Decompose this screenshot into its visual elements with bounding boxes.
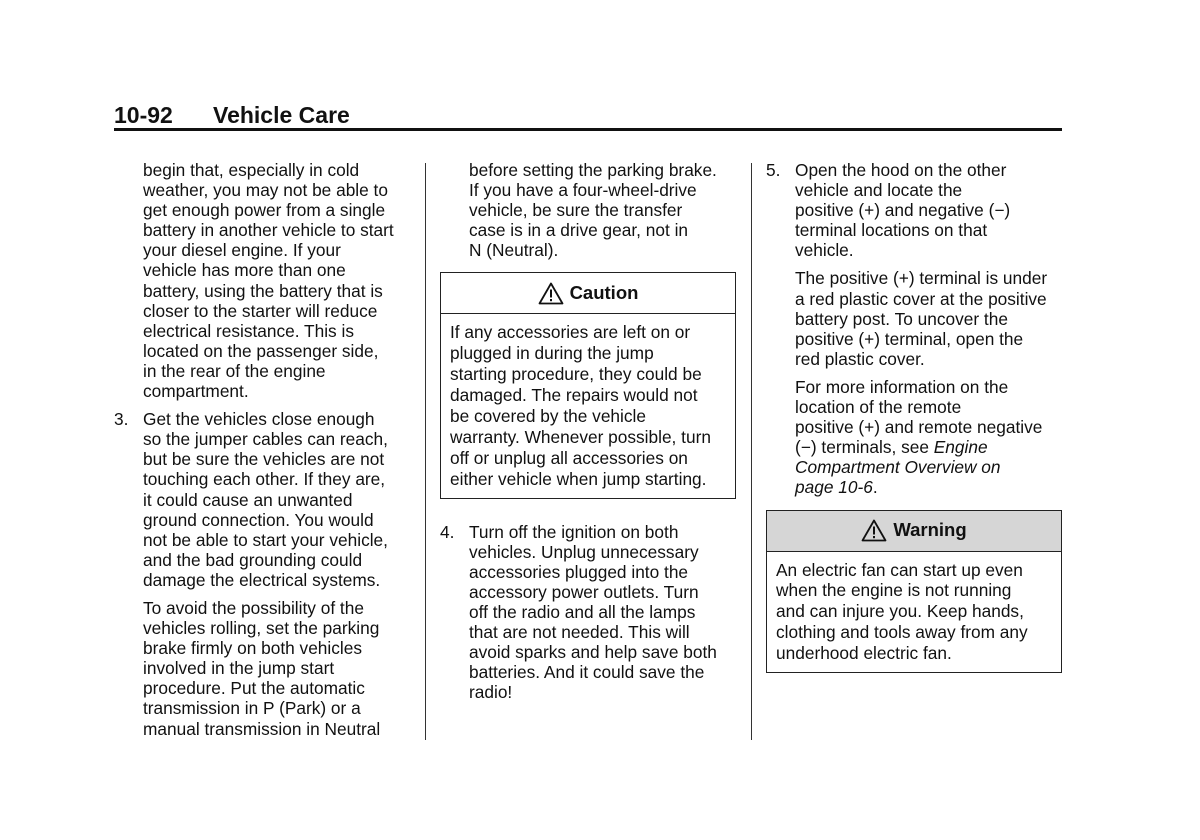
text-line: be covered by the vehicle xyxy=(450,406,646,427)
section-title: Vehicle Care xyxy=(213,102,350,128)
text-line: vehicles rolling, set the parking xyxy=(143,618,380,639)
intro-paragraph xyxy=(114,160,414,401)
text-line: vehicle and locate the xyxy=(795,180,963,201)
warning-title: Warning xyxy=(893,519,967,541)
text-line: but be sure the vehicles are not xyxy=(143,449,385,470)
text-line: brake firmly on both vehicles xyxy=(143,638,362,659)
column-3 xyxy=(766,160,1066,673)
text-line: battery post. To uncover the xyxy=(795,308,1008,329)
step-3 xyxy=(114,409,414,590)
text-line: involved in the jump start xyxy=(143,658,335,679)
text-line xyxy=(795,457,1066,477)
text-line: positive (+) and negative (−) xyxy=(795,200,1011,221)
text-line: located on the passenger side, xyxy=(143,340,379,361)
text-line: positive (+) terminal, open the xyxy=(795,328,1024,349)
text-line: accessory power outlets. Turn xyxy=(469,582,699,602)
text-line: battery, using the battery that is xyxy=(143,280,383,301)
text-fragment: (−) terminals, see xyxy=(795,437,934,458)
text-line: weather, you may not be able to xyxy=(143,180,388,201)
step-5 xyxy=(766,160,1066,260)
page-number: 10-92 xyxy=(114,102,173,128)
text-line: terminal locations on that xyxy=(795,220,988,241)
column-1 xyxy=(114,160,414,747)
text-line: off the radio and all the lamps xyxy=(469,602,696,623)
text-line: N (Neutral). xyxy=(469,240,559,261)
warning-triangle-icon xyxy=(861,519,887,542)
text-line: Open the hood on the other xyxy=(795,160,1007,180)
text-line: vehicle. xyxy=(795,240,854,261)
text-line: and can injure you. Keep hands, xyxy=(776,601,1024,622)
step-4 xyxy=(440,522,740,703)
step-number: 4. xyxy=(440,521,455,542)
text-line: it could cause an unwanted xyxy=(143,489,353,510)
text-line: damaged. The repairs would not xyxy=(450,385,698,406)
terminal-paragraph xyxy=(766,268,1066,368)
caution-title: Caution xyxy=(569,282,639,304)
text-line: The positive (+) terminal is under xyxy=(795,268,1048,289)
text-line: avoid sparks and help save both xyxy=(469,642,717,663)
cross-reference-link[interactable]: Engine xyxy=(933,437,988,458)
warning-body xyxy=(767,552,1061,673)
continued-paragraph xyxy=(440,160,740,260)
text-line: For more information on the xyxy=(795,376,1009,397)
column-divider xyxy=(751,163,752,740)
text-line: damage the electrical systems. xyxy=(143,569,381,590)
text-line: location of the remote xyxy=(795,397,962,418)
text-line: If any accessories are left on or xyxy=(450,322,691,343)
text-fragment: . xyxy=(872,477,878,498)
text-line: compartment. xyxy=(143,381,249,402)
caution-header xyxy=(441,273,735,314)
text-line: plugged in during the jump xyxy=(450,343,654,364)
text-line: closer to the starter will reduce xyxy=(143,300,378,321)
cross-reference-link[interactable]: page 10-6 xyxy=(795,477,873,498)
text-line: electrical resistance. This is xyxy=(143,320,354,341)
text-line: case is in a drive gear, not in xyxy=(469,220,689,241)
caution-body xyxy=(441,314,735,497)
text-line: To avoid the possibility of the xyxy=(143,597,364,618)
text-line: before setting the parking brake. xyxy=(469,160,717,180)
text-line: when the engine is not running xyxy=(776,580,1012,601)
parking-brake-paragraph xyxy=(114,598,414,739)
text-line xyxy=(795,437,1066,457)
text-line: manual transmission in Neutral xyxy=(143,718,381,739)
text-line: ground connection. You would xyxy=(143,509,374,530)
text-line: vehicle has more than one xyxy=(143,260,346,281)
text-line: vehicles. Unplug unnecessary xyxy=(469,541,699,562)
warning-triangle-icon xyxy=(538,282,564,305)
text-line: battery in another vehicle to start xyxy=(143,220,394,241)
text-line xyxy=(795,477,1066,497)
text-line: red plastic cover. xyxy=(795,348,925,369)
text-line: off or unplug all accessories on xyxy=(450,447,688,468)
text-line: a red plastic cover at the positive xyxy=(795,288,1047,309)
text-line: clothing and tools away from any xyxy=(776,622,1028,643)
caution-box xyxy=(440,272,736,498)
text-line: positive (+) and remote negative xyxy=(795,417,1043,438)
text-line: transmission in P (Park) or a xyxy=(143,698,361,719)
step-number: 3. xyxy=(114,409,129,430)
header-rule xyxy=(114,128,1062,131)
text-line: and the bad grounding could xyxy=(143,549,363,570)
column-divider xyxy=(425,163,426,740)
text-line: Get the vehicles close enough xyxy=(143,409,375,430)
warning-header xyxy=(767,511,1061,552)
text-line: underhood electric fan. xyxy=(776,643,952,664)
text-line: An electric fan can start up even xyxy=(776,559,1023,580)
text-line: If you have a four-wheel-drive xyxy=(469,180,697,201)
text-line: that are not needed. This will xyxy=(469,622,690,643)
text-line: accessories plugged into the xyxy=(469,561,689,582)
text-line: batteries. And it could save the xyxy=(469,662,705,683)
text-line: Turn off the ignition on both xyxy=(469,521,679,542)
cross-reference-link[interactable]: Compartment Overview on xyxy=(795,457,1001,478)
text-line: touching each other. If they are, xyxy=(143,469,386,490)
text-line: radio! xyxy=(469,682,513,703)
text-line: procedure. Put the automatic xyxy=(143,678,365,699)
text-line: not be able to start your vehicle, xyxy=(143,529,388,550)
step-number: 5. xyxy=(766,160,781,180)
text-line: warranty. Whenever possible, turn xyxy=(450,427,711,447)
column-2 xyxy=(440,160,740,711)
text-line: get enough power from a single xyxy=(143,200,386,221)
text-line: starting procedure, they could be xyxy=(450,364,702,385)
more-info-paragraph xyxy=(766,377,1066,498)
text-line: either vehicle when jump starting. xyxy=(450,468,707,489)
text-line: begin that, especially in cold xyxy=(143,160,360,180)
text-line: so the jumper cables can reach, xyxy=(143,429,388,450)
warning-box xyxy=(766,510,1062,674)
text-line: in the rear of the engine xyxy=(143,360,326,381)
text-line: vehicle, be sure the transfer xyxy=(469,200,683,221)
text-line: your diesel engine. If your xyxy=(143,240,341,261)
